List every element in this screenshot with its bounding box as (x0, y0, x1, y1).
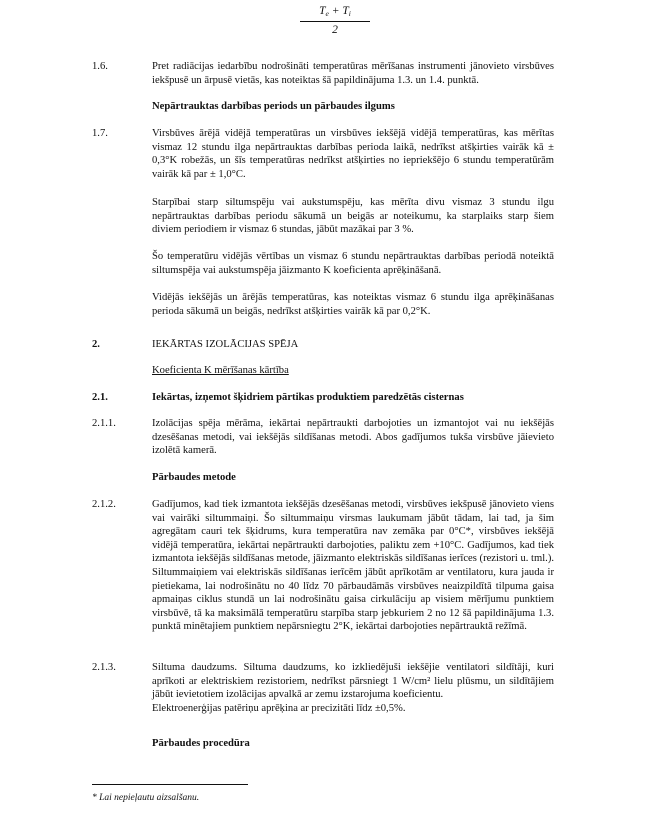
section-title: Iekārtas, izņemot šķidriem pārtikas produktiem paredzētās cisternas (152, 392, 464, 403)
formula-numerator: $T_e + T_i$ (300, 5, 370, 22)
section-number: 2.1. (92, 392, 108, 403)
section-title: IEKĀRTAS IZOLĀCIJAS SPĒJA (152, 339, 299, 350)
section-text: Gadījumos, kad tiek izmantota iekšējās dzesēšanas metodi, virsbūves iekšpusē jānovieto viens vai vairāki siltummaiņi. Šo siltummaiņu virsmas laukumam jābūt tādam, lai tad, ja šim agregātam cauri tek šķidrums, kura temperatūra nav zemāka par 0°C*, virsbūves iekšējā vidējā temperatūra, iekārtai nepārtraukti darbojoties, paliktu zem +10°C. Gadījumos, kad tiek izmantota iekšējās sildīšanas metode, jāizmanto elektriskās sildīšanas ierīces (rezistori u. tml.). Siltummaiņiem vai elektriskās sildīšanas ierīcēm jābūt aprīkotām ar ventilatoru, kura jauda ir pietiekama, lai nodrošinātu no 40 līdz 70 pārbaudāmās virsbūves neaizpildītā tilpuma gaisa apmaiņas ciklus stundā un lai nodrošinātu gaisa cirkulāciju ap visiem mērījumu punktiem virsbūvē, tā ka maksimālā temperatūru starpība starp jebkuriem 2 no 12 šā papildinājuma 1.3. punktā minētajiem punktiem nepārsniegtu 2°K, iekārtai darbojoties nepārtrauktā režīmā. (152, 499, 554, 633)
section-number: 1.6. (92, 61, 108, 72)
section-number: 2.1.2. (92, 499, 116, 510)
section-text: Izolācijas spēja mērāma, iekārtai nepārtraukti darbojoties un izmantojot vai nu iekšējās dzesēšanas metodi, vai iekšējās sildīšanas metodi. Abos gadījumos tukša virsbūve jāievieto izolētā kamerā. (152, 418, 554, 457)
section-text: Siltuma daudzums. Siltuma daudzums, ko izkliedējuši iekšējie ventilatori sildītāji, kuri aprīkoti ar elektriskiem rezistoriem, nedrīkst pārsniegt 1 W/cm² lielu plūsmu, un sildītājiem jābūt ievietotiem izolācijas apvalkā ar zemu izstarojuma koeficientu. Elektroenerģijas patēriņu aprēķina ar precizitāti līdz ±0,5%. (152, 662, 554, 714)
document-page: $\frac{T_e + T_i}{2}$ 1.6. Pret radiācijas iedarbību nodrošināti temperatūras mērīšanas instrumenti jānovieto virsbūves iekšpusē un ārpusē vietās, kas noteiktas šā papildinājuma 1.3. un 1.4. punktā. Nepārtrauktas darbības periods un pārbaudes ilgums 1.7. Virsbūves ārējā vidējā temperatūras un virsbūves iekšējā vidējā temperatūras, kas mērītas vismaz 12 stundu ilga nepārtrauktas darbības perioda laikā, nedrīkst atšķirties vairāk kā ± 0,3°K robežās, un šīs temperatūras nedrīkst atšķirties no iepriekšējo 6 stundu temperatūrām vairāk kā par ± 1,0°C. Starpībai starp siltumspēju vai aukstumspēju, kas mērīta divu vismaz 3 stundu ilgu nepārtrauktas darbības periodu sākumā un beigās ar noteikumu, ka starplaiks starp šiem diviem periodiem ir vismaz 6 stundas, jābūt mazākai par 3 %. Šo temperatūru vidējās vērtības un vismaz 6 stundu nepārtrauktas darbības periodā noteiktā siltumspēja vai aukstumspēja jāizmanto K koeficienta aprēķināšanā. Vidējās iekšējās un ārējās temperatūras, kas noteiktas vismaz 6 stundu ilga aprēķināšanas perioda sākumā un beigās, nedrīkst atšķirties vairāk kā par 0,2°K. 2. IEKĀRTAS IZOLĀCIJAS SPĒJA Koeficienta K mērīšanas kārtība 2.1. Iekārtas, izņemot šķidriem pārtikas produktiem paredzētās cisternas 2.1.1. Izolācijas spēja mērāma, iekārtai nepārtraukti darbojoties un izmantojot vai nu iekšējās dzesēšanas metodi, vai iekšējās sildīšanas metodi. Abos gadījumos tukša virsbūve jāievieto izolētā kamerā. Pārbaudes metode 2.1.2. Gadījumos, kad tiek izmantota iekšējās dzesēšanas metodi, virsbūves iekšpusē jānovieto viens vai vairāki siltummaiņi. Šo siltummaiņu virsmas laukumam jābūt tādam, lai tad, ja šim agregātam cauri tek šķidrums, kura temperatūra nav zemāka par 0°C*, virsbūves iekšējā vidējā temperatūra, iekārtai nepārtraukti darbojoties, paliktu zem +10°C. Gadījumos, kad tiek izmantota iekšējās sildīšanas metode, jāizmanto elektriskās sildīšanas ierīces (rezistori u. tml.). Siltummaiņiem vai elektriskās sildīšanas ierīcēm jābūt aprīkotām ar ventilatoru, kura jauda ir pietiekama, lai nodrošinātu no 40 līdz 70 pārbaudāmās virsbūves neaizpildītā tilpuma gaisa apmaiņas ciklus stundā un lai nodrošinātu gaisa cirkulāciju ap visiem mērījumu punktiem virsbūvē, tā ka maksimālā temperatūru starpība starp jebkuriem 2 no 12 šā papildinājuma 1.3. punktā minētajiem punktiem nepārsniegtu 2°K, iekārtai darbojoties nepārtrauktā režīmā. 2.1.3. Siltuma daudzums. Siltuma daudzums, ko izkliedējuši iekšējie ventilatori sildītāji, kuri aprīkoti ar elektriskiem rezistoriem, nedrīkst pārsniegt 1 W/cm² lielu plūsmu, un sildītājiem jābūt ievietotiem izolācijas apvalkā ar zemu izstarojuma koeficientu. Elektroenerģijas patēriņu aprēķina ar precizitāti līdz ±0,5%. Pārbaudes procedūra * Lai nepieļautu aizsalšanu. (92, 5, 554, 803)
footnote-divider (92, 784, 248, 785)
temperature-mean-formula (300, 5, 370, 37)
section-number: 2.1.1. (92, 418, 116, 429)
footnote: * Lai nepieļautu aizsalšanu. (92, 793, 200, 803)
section-text: Pret radiācijas iedarbību nodrošināti temperatūras mērīšanas instrumenti jānovieto virsbūves iekšpusē un ārpusē vietās, kas noteiktas šā papildinājuma 1.3. un 1.4. punktā. (152, 61, 554, 86)
section-number: 2. (92, 339, 100, 350)
formula-denominator: 2 (332, 24, 338, 36)
section-number: 1.7. (92, 128, 108, 139)
section-paragraph: Virsbūves ārējā vidējā temperatūras un virsbūves iekšējā vidējā temperatūras, kas mērītas vismaz 12 stundu ilga nepārtrauktas darbības perioda laikā, nedrīkst atšķirties vairāk kā ± 0,3°K robežās, un šīs temperatūras nedrīkst atšķirties no iepriekšējo 6 stundu temperatūrām vairāk kā par ± 1,0°C. (152, 128, 554, 180)
section-number: 2.1.3. (92, 662, 116, 673)
